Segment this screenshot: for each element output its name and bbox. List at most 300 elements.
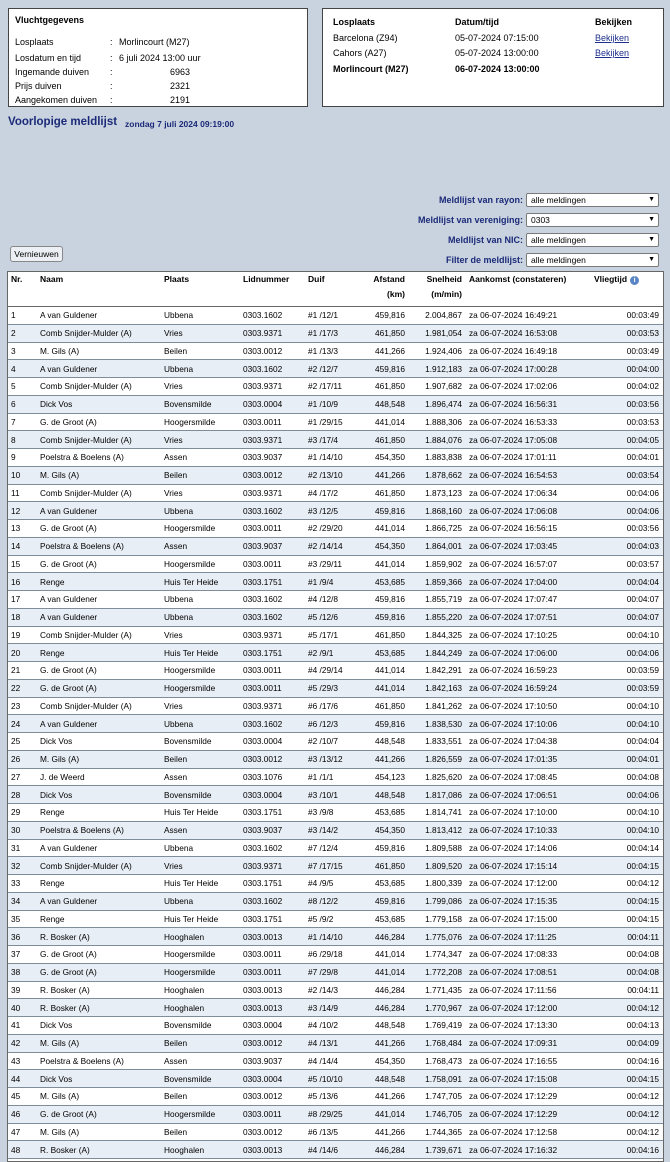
cell-aankomst: za 06-07-2024 17:12:29 [466, 1105, 591, 1123]
cell-nr: 26 [8, 750, 37, 768]
cell-plaats: Ubbena [161, 715, 240, 733]
table-row [8, 413, 663, 431]
table-row [8, 1088, 663, 1106]
cell-plaats: Assen [161, 821, 240, 839]
cell-afstand: 454,350 [363, 821, 409, 839]
cell-plaats: Bovensmilde [161, 395, 240, 413]
cell-aankomst: za 06-07-2024 17:07:47 [466, 591, 591, 609]
cell-afstand: 448,548 [363, 786, 409, 804]
cell-snelheid: 2.004,867 [409, 307, 466, 325]
cell-duif: #5 /10/10 [305, 1070, 363, 1088]
cell-afstand: 441,266 [363, 466, 409, 484]
cell-snelheid: 1.844,249 [409, 644, 466, 662]
cell-nr: 48 [8, 1141, 37, 1159]
cell-vliegtijd: 00:04:12 [591, 875, 663, 893]
cell-nr: 36 [8, 928, 37, 946]
cell-naam: Comb Snijder-Mulder (A) [37, 378, 161, 396]
cell-lidnummer: 0303.9371 [240, 484, 305, 502]
cell-nr: 32 [8, 857, 37, 875]
col-nr-header[interactable]: Nr. [8, 272, 37, 307]
cell-snelheid: 1.771,435 [409, 981, 466, 999]
cell-afstand: 441,266 [363, 1088, 409, 1106]
cell-aankomst: za 06-07-2024 17:01:35 [466, 750, 591, 768]
cell-aankomst: za 06-07-2024 17:08:51 [466, 963, 591, 981]
cell-vliegtijd: 00:04:12 [591, 1088, 663, 1106]
results-table [8, 272, 663, 1159]
cell-snelheid: 1.809,520 [409, 857, 466, 875]
cell-aankomst: za 06-07-2024 16:59:24 [466, 679, 591, 697]
cell-snelheid: 1.833,551 [409, 733, 466, 751]
flight-info-value: 6963 [169, 67, 190, 77]
cell-lidnummer: 0303.9371 [240, 324, 305, 342]
cell-nr: 41 [8, 1017, 37, 1035]
cell-duif: #4 /9/5 [305, 875, 363, 893]
cell-snelheid: 1.746,705 [409, 1105, 466, 1123]
colon: : [110, 67, 113, 77]
col-vliegtijd-header[interactable] [591, 272, 663, 307]
cell-naam: M. Gils (A) [37, 1034, 161, 1052]
cell-plaats: Bovensmilde [161, 1070, 240, 1088]
cell-afstand: 441,014 [363, 1105, 409, 1123]
cell-duif: #3 /9/8 [305, 804, 363, 822]
cell-afstand: 453,685 [363, 875, 409, 893]
cell-duif: #3 /14/2 [305, 821, 363, 839]
table-row [8, 857, 663, 875]
col-plaats-header[interactable]: Plaats [161, 272, 240, 307]
table-row [8, 431, 663, 449]
cell-naam: A van Guldener [37, 591, 161, 609]
table-row [8, 520, 663, 538]
cell-plaats: Hoogersmilde [161, 1105, 240, 1123]
col-vliegtijd-label: Vliegtijd [594, 274, 628, 284]
cell-duif: #1 /1/1 [305, 768, 363, 786]
flight-info-title: Vluchtgegevens [15, 15, 85, 25]
cell-afstand: 441,014 [363, 679, 409, 697]
cell-afstand: 441,014 [363, 555, 409, 573]
cell-lidnummer: 0303.9371 [240, 697, 305, 715]
cell-naam: Renge [37, 573, 161, 591]
cell-naam: Dick Vos [37, 1017, 161, 1035]
cell-naam: Comb Snijder-Mulder (A) [37, 857, 161, 875]
cell-aankomst: za 06-07-2024 17:12:58 [466, 1123, 591, 1141]
cell-lidnummer: 0303.0011 [240, 662, 305, 680]
filter-meldlijst-value: alle meldingen [531, 255, 586, 265]
colon: : [110, 95, 113, 105]
cell-naam: A van Guldener [37, 502, 161, 520]
filter-rayon-select[interactable] [526, 193, 659, 207]
cell-afstand: 454,123 [363, 768, 409, 786]
cell-vliegtijd: 00:04:10 [591, 715, 663, 733]
cell-duif: #7 /29/8 [305, 963, 363, 981]
cell-nr: 6 [8, 395, 37, 413]
cell-nr: 46 [8, 1105, 37, 1123]
cell-vliegtijd: 00:04:02 [591, 378, 663, 396]
cell-nr: 37 [8, 946, 37, 964]
cell-duif: #3 /10/1 [305, 786, 363, 804]
flight-info-value: 6 juli 2024 13:00 uur [119, 53, 201, 63]
col-snelheid-header[interactable] [409, 272, 466, 307]
cell-vliegtijd: 00:04:11 [591, 928, 663, 946]
table-row [8, 395, 663, 413]
cell-naam: A van Guldener [37, 360, 161, 378]
cell-naam: A van Guldener [37, 892, 161, 910]
cell-nr: 16 [8, 573, 37, 591]
cell-snelheid: 1.883,838 [409, 449, 466, 467]
cell-lidnummer: 0303.1751 [240, 644, 305, 662]
filter-nic-select[interactable] [526, 233, 659, 247]
cell-nr: 1 [8, 307, 37, 325]
cell-nr: 15 [8, 555, 37, 573]
cell-nr: 7 [8, 413, 37, 431]
table-row [8, 449, 663, 467]
cell-aankomst: za 06-07-2024 17:10:06 [466, 715, 591, 733]
cell-duif: #1 /13/3 [305, 342, 363, 360]
cell-duif: #2 /29/20 [305, 520, 363, 538]
col-snelheid-label: Snelheid [426, 274, 462, 284]
cell-plaats: Beilen [161, 1123, 240, 1141]
cell-duif: #4 /10/2 [305, 1017, 363, 1035]
chevron-down-icon: ▼ [648, 196, 655, 203]
cell-duif: #3 /13/12 [305, 750, 363, 768]
filter-meldlijst-label: Filter de meldlijst: [445, 255, 523, 265]
cell-afstand: 446,284 [363, 999, 409, 1017]
cell-snelheid: 1.779,158 [409, 910, 466, 928]
cell-lidnummer: 0303.1602 [240, 715, 305, 733]
table-row [8, 910, 663, 928]
cell-vliegtijd: 00:04:12 [591, 1123, 663, 1141]
refresh-button[interactable]: Vernieuwen [10, 246, 63, 262]
cell-plaats: Hoogersmilde [161, 679, 240, 697]
col-duif-header[interactable]: Duif [305, 272, 363, 307]
cell-plaats: Vries [161, 857, 240, 875]
cell-naam: A van Guldener [37, 715, 161, 733]
cell-nr: 23 [8, 697, 37, 715]
cell-vliegtijd: 00:04:15 [591, 910, 663, 928]
cell-vliegtijd: 00:04:15 [591, 892, 663, 910]
table-row [8, 378, 663, 396]
cell-plaats: Huis Ter Heide [161, 875, 240, 893]
cell-vliegtijd: 00:03:49 [591, 342, 663, 360]
cell-vliegtijd: 00:03:54 [591, 466, 663, 484]
cell-vliegtijd: 00:03:53 [591, 413, 663, 431]
cell-duif: #5 /17/1 [305, 626, 363, 644]
filter-rayon-label: Meldlijst van rayon: [438, 195, 523, 205]
cell-nr: 14 [8, 537, 37, 555]
cell-lidnummer: 0303.9371 [240, 431, 305, 449]
cell-nr: 4 [8, 360, 37, 378]
cell-naam: M. Gils (A) [37, 1123, 161, 1141]
cell-snelheid: 1.907,682 [409, 378, 466, 396]
cell-lidnummer: 0303.0011 [240, 555, 305, 573]
cell-duif: #8 /29/25 [305, 1105, 363, 1123]
cell-vliegtijd: 00:04:04 [591, 733, 663, 751]
cell-afstand: 441,266 [363, 750, 409, 768]
col-naam-header[interactable]: Naam [37, 272, 161, 307]
cell-snelheid: 1.912,183 [409, 360, 466, 378]
cell-nr: 44 [8, 1070, 37, 1088]
cell-snelheid: 1.775,076 [409, 928, 466, 946]
cell-vliegtijd: 00:03:59 [591, 662, 663, 680]
cell-lidnummer: 0303.1751 [240, 875, 305, 893]
cell-vliegtijd: 00:04:16 [591, 1141, 663, 1159]
cell-plaats: Vries [161, 626, 240, 644]
cell-duif: #1 /12/1 [305, 307, 363, 325]
table-row [8, 821, 663, 839]
cell-vliegtijd: 00:04:10 [591, 804, 663, 822]
cell-naam: G. de Groot (A) [37, 662, 161, 680]
cell-naam: Renge [37, 910, 161, 928]
release-datetime-current: 06-07-2024 13:00:00 [455, 64, 540, 74]
cell-aankomst: za 06-07-2024 17:05:08 [466, 431, 591, 449]
table-row [8, 715, 663, 733]
cell-afstand: 459,816 [363, 839, 409, 857]
cell-aankomst: za 06-07-2024 17:12:00 [466, 999, 591, 1017]
cell-snelheid: 1.768,484 [409, 1034, 466, 1052]
cell-lidnummer: 0303.0013 [240, 928, 305, 946]
cell-afstand: 441,266 [363, 342, 409, 360]
cell-afstand: 446,284 [363, 928, 409, 946]
cell-vliegtijd: 00:04:00 [591, 360, 663, 378]
cell-aankomst: za 06-07-2024 17:10:00 [466, 804, 591, 822]
cell-aankomst: za 06-07-2024 17:01:11 [466, 449, 591, 467]
cell-afstand: 453,685 [363, 644, 409, 662]
cell-snelheid: 1.817,086 [409, 786, 466, 804]
table-row [8, 875, 663, 893]
table-row [8, 573, 663, 591]
col-afstand-label: Afstand [373, 274, 405, 284]
col-afstand-header[interactable] [363, 272, 409, 307]
cell-nr: 40 [8, 999, 37, 1017]
cell-vliegtijd: 00:04:14 [591, 839, 663, 857]
cell-nr: 42 [8, 1034, 37, 1052]
cell-duif: #4 /13/1 [305, 1034, 363, 1052]
cell-plaats: Beilen [161, 342, 240, 360]
cell-vliegtijd: 00:04:08 [591, 946, 663, 964]
results-table-container [7, 271, 664, 1162]
table-row [8, 466, 663, 484]
cell-plaats: Huis Ter Heide [161, 910, 240, 928]
table-row [8, 626, 663, 644]
cell-duif: #8 /12/2 [305, 892, 363, 910]
cell-duif: #6 /17/6 [305, 697, 363, 715]
cell-aankomst: za 06-07-2024 17:10:33 [466, 821, 591, 839]
cell-naam: M. Gils (A) [37, 342, 161, 360]
table-row [8, 679, 663, 697]
table-row [8, 1141, 663, 1159]
table-row [8, 892, 663, 910]
cell-nr: 12 [8, 502, 37, 520]
cell-aankomst: za 06-07-2024 16:57:07 [466, 555, 591, 573]
cell-lidnummer: 0303.1602 [240, 502, 305, 520]
cell-plaats: Beilen [161, 466, 240, 484]
cell-afstand: 453,685 [363, 910, 409, 928]
table-row [8, 484, 663, 502]
cell-lidnummer: 0303.0011 [240, 1105, 305, 1123]
cell-lidnummer: 0303.0004 [240, 395, 305, 413]
table-row [8, 1105, 663, 1123]
cell-duif: #5 /29/3 [305, 679, 363, 697]
flight-info-label: Prijs duiven [15, 81, 62, 91]
cell-naam: M. Gils (A) [37, 750, 161, 768]
cell-afstand: 441,266 [363, 1034, 409, 1052]
cell-plaats: Ubbena [161, 591, 240, 609]
colon: : [110, 53, 113, 63]
cell-nr: 34 [8, 892, 37, 910]
cell-vliegtijd: 00:04:11 [591, 981, 663, 999]
cell-naam: A van Guldener [37, 608, 161, 626]
cell-naam: R. Bosker (A) [37, 928, 161, 946]
cell-plaats: Beilen [161, 750, 240, 768]
cell-naam: Comb Snijder-Mulder (A) [37, 697, 161, 715]
table-row [8, 555, 663, 573]
cell-lidnummer: 0303.1751 [240, 804, 305, 822]
cell-afstand: 441,014 [363, 413, 409, 431]
cell-plaats: Bovensmilde [161, 1017, 240, 1035]
cell-afstand: 461,850 [363, 626, 409, 644]
cell-afstand: 453,685 [363, 573, 409, 591]
table-row [8, 733, 663, 751]
flight-info-value: 2191 [169, 95, 190, 105]
cell-lidnummer: 0303.9037 [240, 1052, 305, 1070]
cell-lidnummer: 0303.0011 [240, 413, 305, 431]
cell-nr: 21 [8, 662, 37, 680]
cell-afstand: 461,850 [363, 697, 409, 715]
cell-naam: Comb Snijder-Mulder (A) [37, 484, 161, 502]
cell-nr: 19 [8, 626, 37, 644]
cell-lidnummer: 0303.9371 [240, 378, 305, 396]
cell-naam: R. Bosker (A) [37, 1141, 161, 1159]
cell-nr: 24 [8, 715, 37, 733]
cell-lidnummer: 0303.1602 [240, 839, 305, 857]
cell-afstand: 459,816 [363, 892, 409, 910]
table-row [8, 946, 663, 964]
cell-afstand: 461,850 [363, 857, 409, 875]
cell-aankomst: za 06-07-2024 17:15:00 [466, 910, 591, 928]
page-title: Voorlopige meldlijst [8, 116, 118, 128]
table-row [8, 981, 663, 999]
cell-nr: 45 [8, 1088, 37, 1106]
cell-vliegtijd: 00:04:08 [591, 963, 663, 981]
cell-plaats: Huis Ter Heide [161, 804, 240, 822]
table-row [8, 999, 663, 1017]
table-row [8, 697, 663, 715]
cell-lidnummer: 0303.9037 [240, 449, 305, 467]
cell-lidnummer: 0303.1602 [240, 892, 305, 910]
cell-plaats: Assen [161, 537, 240, 555]
cell-afstand: 454,350 [363, 1052, 409, 1070]
cell-naam: Comb Snijder-Mulder (A) [37, 324, 161, 342]
cell-plaats: Vries [161, 324, 240, 342]
cell-naam: Poelstra & Boelens (A) [37, 449, 161, 467]
cell-duif: #3 /12/5 [305, 502, 363, 520]
cell-plaats: Vries [161, 697, 240, 715]
cell-plaats: Ubbena [161, 502, 240, 520]
cell-snelheid: 1.825,620 [409, 768, 466, 786]
cell-nr: 9 [8, 449, 37, 467]
cell-aankomst: za 06-07-2024 16:49:21 [466, 307, 591, 325]
cell-vliegtijd: 00:03:57 [591, 555, 663, 573]
cell-snelheid: 1.809,588 [409, 839, 466, 857]
cell-duif: #1 /10/9 [305, 395, 363, 413]
flight-info-value: Morlincourt (M27) [119, 37, 190, 47]
table-row [8, 963, 663, 981]
cell-nr: 38 [8, 963, 37, 981]
cell-afstand: 459,816 [363, 591, 409, 609]
cell-afstand: 448,548 [363, 733, 409, 751]
cell-snelheid: 1.774,347 [409, 946, 466, 964]
cell-plaats: Bovensmilde [161, 733, 240, 751]
cell-aankomst: za 06-07-2024 16:53:08 [466, 324, 591, 342]
view-release-link[interactable]: Bekijken [595, 33, 630, 43]
cell-afstand: 446,284 [363, 981, 409, 999]
cell-lidnummer: 0303.1602 [240, 307, 305, 325]
table-row [8, 768, 663, 786]
table-header-row [8, 272, 663, 307]
view-release-link[interactable]: Bekijken [595, 48, 630, 58]
results-table-body [8, 307, 663, 1159]
cell-snelheid: 1.896,474 [409, 395, 466, 413]
cell-snelheid: 1.844,325 [409, 626, 466, 644]
cell-afstand: 453,685 [363, 804, 409, 822]
table-row [8, 591, 663, 609]
cell-plaats: Hooghalen [161, 981, 240, 999]
cell-lidnummer: 0303.9371 [240, 857, 305, 875]
cell-afstand: 461,850 [363, 484, 409, 502]
release-place: Barcelona (Z94) [333, 33, 398, 43]
cell-snelheid: 1.739,671 [409, 1141, 466, 1159]
cell-plaats: Huis Ter Heide [161, 573, 240, 591]
cell-snelheid: 1.747,705 [409, 1088, 466, 1106]
cell-aankomst: za 06-07-2024 16:56:15 [466, 520, 591, 538]
cell-afstand: 454,350 [363, 537, 409, 555]
filter-vereniging-select[interactable] [526, 213, 659, 227]
cell-nr: 5 [8, 378, 37, 396]
cell-nr: 10 [8, 466, 37, 484]
cell-nr: 20 [8, 644, 37, 662]
col-aankomst-header[interactable]: Aankomst (constateren) [466, 272, 591, 307]
cell-aankomst: za 06-07-2024 17:03:45 [466, 537, 591, 555]
release-datetime-header: Datum/tijd [455, 17, 499, 27]
cell-naam: Renge [37, 875, 161, 893]
flight-info-label: Losplaats [15, 37, 54, 47]
release-place-header: Losplaats [333, 17, 376, 27]
filter-meldlijst-select[interactable] [526, 253, 659, 267]
cell-snelheid: 1.866,725 [409, 520, 466, 538]
cell-nr: 30 [8, 821, 37, 839]
cell-vliegtijd: 00:04:06 [591, 786, 663, 804]
col-snelheid-unit: (m/min) [431, 289, 462, 299]
cell-lidnummer: 0303.0013 [240, 999, 305, 1017]
cell-aankomst: za 06-07-2024 17:16:32 [466, 1141, 591, 1159]
filter-rayon-value: alle meldingen [531, 195, 586, 205]
table-row [8, 537, 663, 555]
cell-vliegtijd: 00:04:06 [591, 484, 663, 502]
cell-vliegtijd: 00:04:04 [591, 573, 663, 591]
cell-snelheid: 1.826,559 [409, 750, 466, 768]
cell-snelheid: 1.772,208 [409, 963, 466, 981]
cell-snelheid: 1.981,054 [409, 324, 466, 342]
cell-plaats: Vries [161, 431, 240, 449]
info-icon[interactable]: i [630, 276, 639, 285]
cell-naam: Dick Vos [37, 1070, 161, 1088]
cell-plaats: Hooghalen [161, 1141, 240, 1159]
cell-aankomst: za 06-07-2024 17:12:00 [466, 875, 591, 893]
page-date: zondag 7 juli 2024 09:19:00 [125, 119, 235, 129]
cell-duif: #2 /12/7 [305, 360, 363, 378]
col-lidnummer-header[interactable]: Lidnummer [240, 272, 305, 307]
cell-lidnummer: 0303.0004 [240, 1070, 305, 1088]
cell-lidnummer: 0303.0011 [240, 679, 305, 697]
